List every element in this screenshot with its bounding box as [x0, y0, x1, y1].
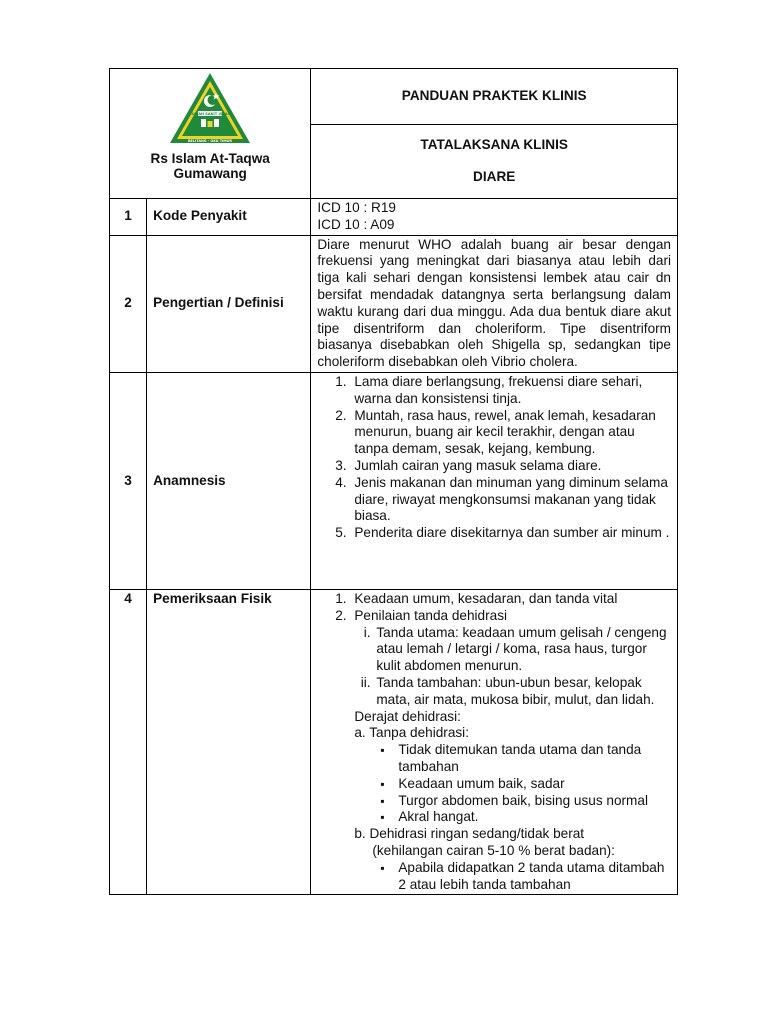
definition-paragraph: Diare menurut WHO adalah buang air besar dengan frekuensi yang meningkat dari biasanya atau lebih dari tiga kali sehari dengan konsistensi lembek atau cair dn bersifat mendadak datangnya serta berlangsung dalam waktu kurang dari dua minggu. Ada dua bentuk diare akut tipe disentriform dan choleriform. Tipe disentriform biasanya disebabkan oleh Shigella sp, sedangkan tipe choleriform disebabkan oleh Vibrio cholera.	[317, 236, 671, 370]
row-pemeriksaan-fisik	[110, 589, 678, 894]
row-label: Pemeriksaan Fisik	[147, 589, 311, 894]
hospital-name-line1: Rs Islam At-Taqwa	[150, 151, 270, 166]
list-item: 4. Jenis makanan dan minuman yang diminum selama diare, riwayat mengkonsumsi makanan yang tidak biasa.	[350, 475, 671, 525]
list-item: i. Tanda utama: keadaan umum gelisah / cengeng atau lemah / letargi / koma, rasa haus, turgor kulit abdomen menurun.	[374, 625, 671, 675]
row-content	[311, 589, 678, 894]
row-pengertian	[110, 235, 678, 372]
list-item: 1. Lama diare berlangsung, frekuensi diare sehari, warna dan konsistensi tinja.	[350, 374, 671, 408]
mild-dehydration-desc: (kehilangan cairan 5-10 % berat badan):	[372, 842, 615, 858]
row-number: 4	[110, 589, 147, 894]
icd-code-2: ICD 10 : A09	[317, 216, 395, 232]
row-kode-penyakit	[110, 199, 678, 236]
anamnesis-list	[317, 374, 671, 542]
list-item: 2. Muntah, rasa haus, rewel, anak lemah, kesadaran menurun, buang air kecil terakhir, dengan atau tanpa demam, sesak, kejang, kembung.	[350, 408, 671, 458]
list-item	[350, 608, 671, 894]
list-item: ▪ Akral hangat.	[378, 809, 671, 826]
row-content	[311, 372, 678, 589]
dehydration-assessment-label: Penilaian tanda dehidrasi	[354, 607, 508, 623]
hospital-name	[110, 151, 310, 181]
dehydration-degree-label: Derajat dehidrasi:	[354, 708, 461, 724]
mild-dehydration-label: b. Dehidrasi ringan sedang/tidak berat	[354, 826, 585, 842]
icd-code-1: ICD 10 : R19	[317, 200, 396, 215]
row-label: Pengertian / Definisi	[147, 235, 311, 372]
row-number: 1	[110, 199, 147, 236]
no-dehydration-list	[354, 742, 671, 826]
row-number: 3	[110, 372, 147, 589]
header-row-top	[110, 69, 678, 125]
list-item: ii. Tanda tambahan: ubun-ubun besar, kelopak mata, air mata, mukosa bibir, mulut, dan lidah.	[374, 675, 671, 709]
row-number: 2	[110, 235, 147, 372]
document-title: PANDUAN PRAKTEK KLINIS	[311, 69, 678, 125]
dehydration-degree-section	[354, 709, 671, 894]
topic-title: DIARE	[473, 168, 516, 184]
list-item: ▪ Apabila didapatkan 2 tanda utama ditambah 2 atau lebih tanda tambahan	[378, 860, 671, 894]
row-anamnesis	[110, 372, 678, 589]
logo-top-text: RUMAH SAKIT ISLAM	[189, 112, 232, 116]
hospital-name-line2: Gumawang	[173, 166, 247, 181]
row-label: Kode Penyakit	[147, 199, 311, 236]
list-item: 3. Jumlah cairan yang masuk selama diare.	[350, 458, 671, 475]
subtitle: TATALAKSANA KLINIS	[420, 137, 568, 152]
logo-bottom-text: BELITANG - OKU TIMUR	[188, 139, 233, 143]
no-dehydration-label: a. Tanpa dehidrasi:	[354, 725, 469, 741]
mild-dehydration-list	[354, 860, 671, 894]
hospital-identity-cell	[110, 69, 311, 199]
document-page	[109, 68, 678, 895]
rumah-sakit-islam-logo	[168, 71, 252, 147]
list-item: ▪ Keadaan umum baik, sadar	[378, 776, 671, 793]
physical-exam-list	[317, 591, 671, 893]
dehydration-signs-list	[354, 625, 671, 709]
list-item: ▪ Turgor abdomen baik, bising usus normal	[378, 793, 671, 810]
list-item: 1. Keadaan umum, kesadaran, dan tanda vital	[350, 591, 671, 608]
list-item: ▪ Tidak ditemukan tanda utama dan tanda tambahan	[378, 742, 671, 776]
row-content	[311, 235, 678, 372]
row-content	[311, 199, 678, 236]
list-item: 5. Penderita diare disekitarnya dan sumber air minum .	[350, 525, 671, 542]
clinical-guideline-table	[109, 68, 678, 895]
subtitle-cell	[311, 125, 678, 199]
row-label: Anamnesis	[147, 372, 311, 589]
